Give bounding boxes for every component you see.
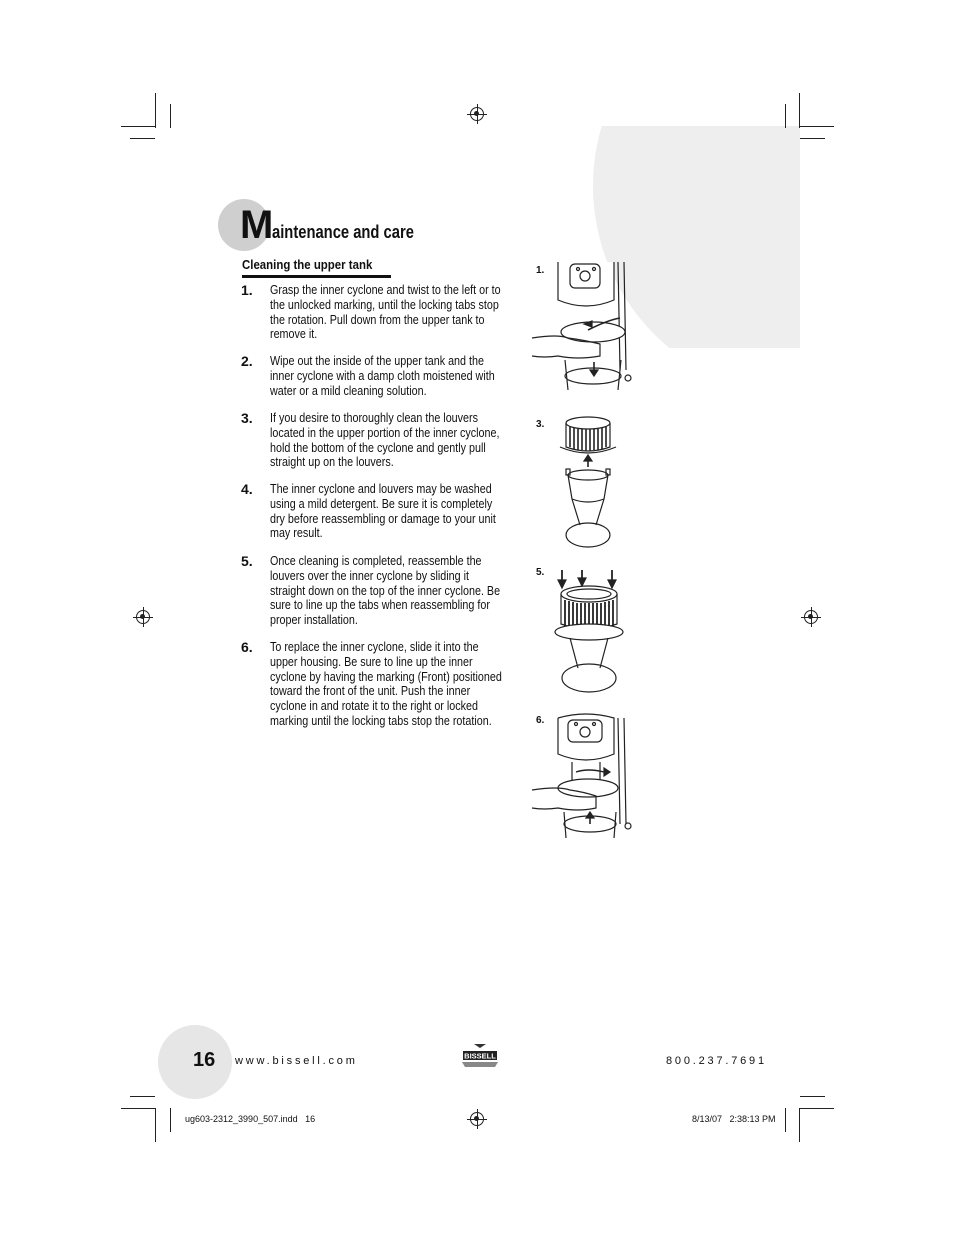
step-text: The inner cyclone and louvers may be washed using a mild detergent. Be sure it is completely dry before reassembling or damage to your unit may result. (270, 482, 496, 541)
figure-label: 1. (536, 265, 545, 276)
registration-mark-bottom (470, 1112, 484, 1126)
figure-label: 3. (536, 419, 545, 430)
figure-5-illustration (552, 568, 626, 696)
step-number: 5. (241, 553, 253, 569)
bissell-logo (460, 1044, 500, 1068)
step-number: 1. (241, 282, 253, 298)
step-text: Once cleaning is completed, reassemble the louvers over the inner cyclone by sliding it straight down on the top of the inner cyclone. Be sure to line up the tabs when reassembling for proper installation. (270, 554, 501, 628)
registration-mark-left (136, 610, 150, 624)
step-text: Wipe out the inside of the upper tank and the inner cyclone with a damp cloth moistened with water or a mild cleaning solution. (270, 354, 495, 398)
figure-label: 5. (536, 567, 545, 578)
title-rest: aintenance and care (272, 222, 415, 242)
figure-1-illustration (528, 260, 638, 396)
step-text: To replace the inner cyclone, slide it into the upper housing. Be sure to line up the inner cyclone by having the marking (Front) positioned toward the front of the unit. Push the inner cyclone in and rotate it to the right or locked marking until the locking tabs stop the rotation. (270, 640, 502, 728)
file-name: ug603-2312_3990_507.indd 16 (185, 1114, 316, 1124)
page-title (240, 203, 445, 248)
step-number: 2. (241, 353, 253, 369)
phone-number: 800.237.7691 (666, 1055, 767, 1067)
timestamp: 8/13/07 2:38:13 PM (692, 1114, 776, 1124)
step-text: If you desire to thoroughly clean the louvers located in the upper portion of the inner cyclone, hold the bottom of the cyclone and gently pull straight up on the louvers. (270, 411, 500, 470)
figure-label: 6. (536, 715, 545, 726)
step-text: Grasp the inner cyclone and twist to the left or to the unlocked marking, until the locking tabs stop the rotation. Pull down from the upper tank to remove it. (270, 283, 501, 342)
figure-6-illustration (528, 712, 638, 840)
registration-mark-right (804, 610, 818, 624)
title-initial: M (240, 203, 273, 247)
section-rule (242, 275, 391, 278)
website-url: www.bissell.com (235, 1055, 358, 1067)
registration-mark-top (470, 107, 484, 121)
logo-text: BISSELL (464, 1051, 496, 1061)
step-number: 6. (241, 639, 253, 655)
section-title: Cleaning the upper tank (242, 257, 373, 272)
step-number: 4. (241, 481, 253, 497)
page-number: 16 (193, 1049, 216, 1071)
step-number: 3. (241, 410, 253, 426)
figure-3-illustration (558, 413, 618, 553)
